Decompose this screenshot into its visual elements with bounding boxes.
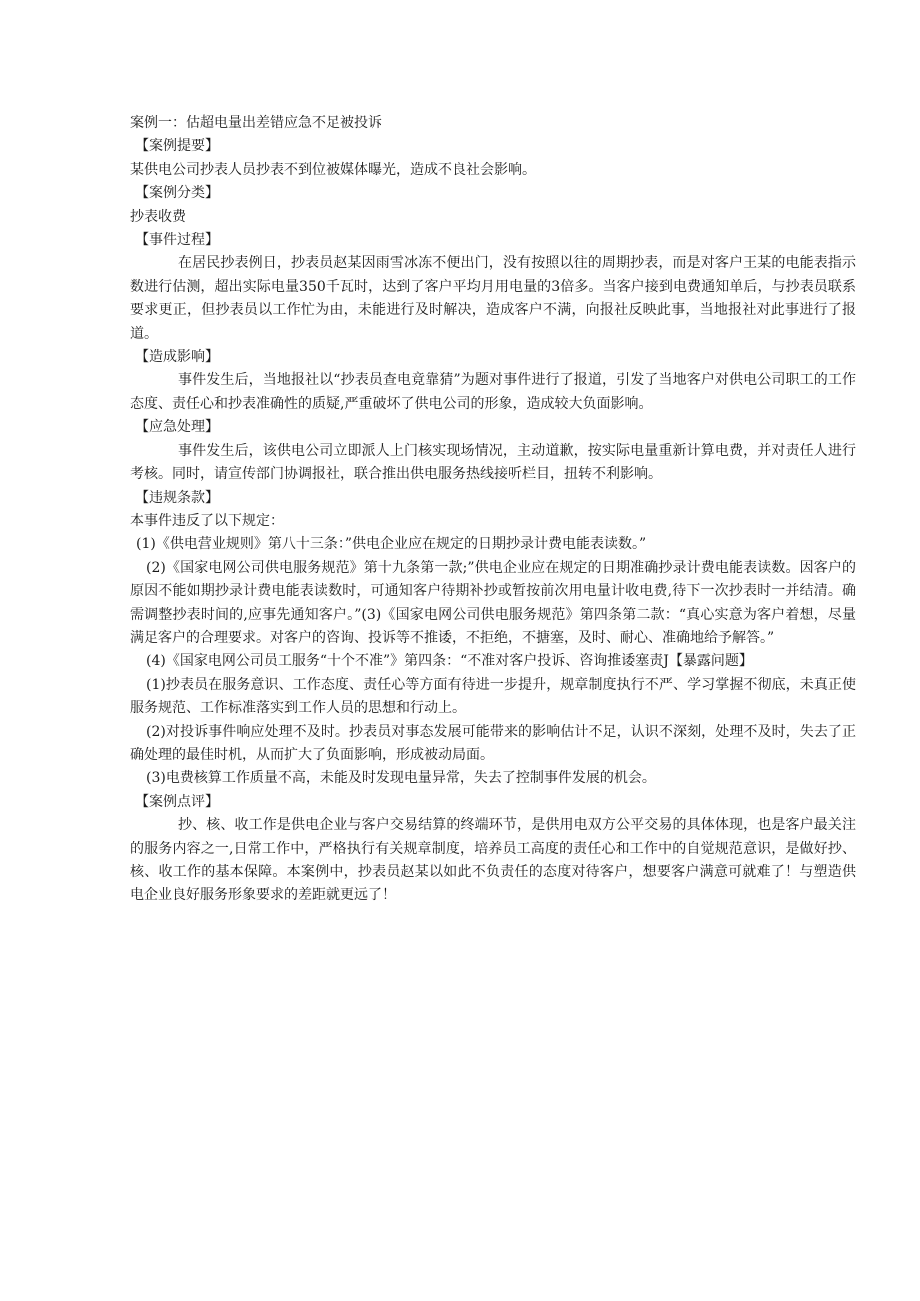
summary-heading: 【案例提要】 [135, 138, 219, 155]
violation-item-1: (1)《供电营业规则》第八十三条：”供电企业应在规定的日期抄录计费电能表读数。” [136, 536, 647, 553]
violations-heading: 【违规条款】 [135, 489, 219, 506]
violation-item-4: (4)《国家电网公司员工服务“十个不准”》第四条：“不准对客户投诉、咨询推诿塞责J【暴露问题】 [146, 653, 753, 670]
summary-text: 某供电公司抄表人员抄表不到位被媒体曝光，造成不良社会影响。 [130, 161, 536, 178]
review-text: 抄、核、收工作是供电企业与客户交易结算的终端环节，是供用电双方公平交易的具体体现，也是客户最关注的服务内容之一,日常工作中，严格执行有关规章制度，培养员工高度的责任心和工作中的自觉规范意识，是做好抄、核、收工作的基本保障。本案例中，抄表员赵某以如此不负责任的态度对待客户，想要客户满意可就难了！与塑造供电企业良好服务形象要求的差距就更远了！ [130, 817, 856, 904]
response-heading: 【应急处理】 [135, 419, 219, 436]
impact-heading: 【造成影响】 [135, 349, 219, 366]
category-text: 抄表收费 [130, 208, 186, 225]
category-heading: 【案例分类】 [135, 185, 219, 202]
document-page [130, 112, 856, 908]
problem-item-2: (2)对投诉事件响应处理不及时。抄表员对事态发展可能带来的影响估计不足，认识不深刻，处理不及时，失去了正确处理的最佳时机，从而扩大了负面影响，形成被动局面。 [130, 723, 856, 763]
problem-item-1: (1)抄表员在服务意识、工作态度、责任心等方面有待进一步提升，规章制度执行不严、学习掌握不彻底，未真正使服务规范、工作标准落实到工作人员的思想和行动上。 [130, 676, 856, 717]
review-heading: 【案例点评】 [135, 793, 219, 810]
process-heading: 【事件过程】 [135, 232, 219, 249]
case-title: 案例一：估超电量出差错应急不足被投诉 [130, 115, 382, 131]
impact-text: 事件发生后，当地报社以“抄表员查电竟靠猜”为题对事件进行了报道，引发了当地客户对供电公司职工的工作态度、责任心和抄表准确性的质疑,严重破坏了供电公司的形象，造成较大负面影响。 [130, 372, 856, 412]
violations-intro: 本事件违反了以下规定： [130, 512, 284, 529]
response-text: 事件发生后，该供电公司立即派人上门核实现场情况，主动道歉，按实际电量重新计算电费，并对责任人进行考核。同时，请宣传部门协调报社，联合推出供电服务热线接听栏目，扭转不利影响。 [130, 442, 856, 483]
problem-item-3: (3)电费核算工作质量不高，未能及时发现电量异常，失去了控制事件发展的机会。 [146, 770, 656, 787]
process-text: 在居民抄表例日，抄表员赵某因雨雪冰冻不便出门，没有按照以往的周期抄表，而是对客户王某的电能表指示数进行估测，超出实际电量350千瓦时，达到了客户平均月用电量的3倍多。当客户接到电费通知单后，与抄表员联系要求更正，但抄表员以工作忙为由，未能进行及时解决，造成客户不满，向报社反映此事，当地报社对此事进行了报道。 [130, 255, 856, 342]
violation-item-2: (2)《国家电网公司供电服务规范》第十九条第一款;”供电企业应在规定的日期准确抄录计费电能表读数。因客户的原因不能如期抄录计费电能表读数时，可通知客户待期补抄或暂按前次用电量计收电费,待下一次抄表时一并结清。确需调整抄表时间的,应事先通知客户。”(3)《国家电网公司供电服务规范》第四条第二款：“真心实意为客户着想，尽量满足客户的合理要求。对客户的咨询、投诉等不推诿，不拒绝，不搪塞，及时、耐心、准确地给予解答。” [130, 559, 856, 646]
